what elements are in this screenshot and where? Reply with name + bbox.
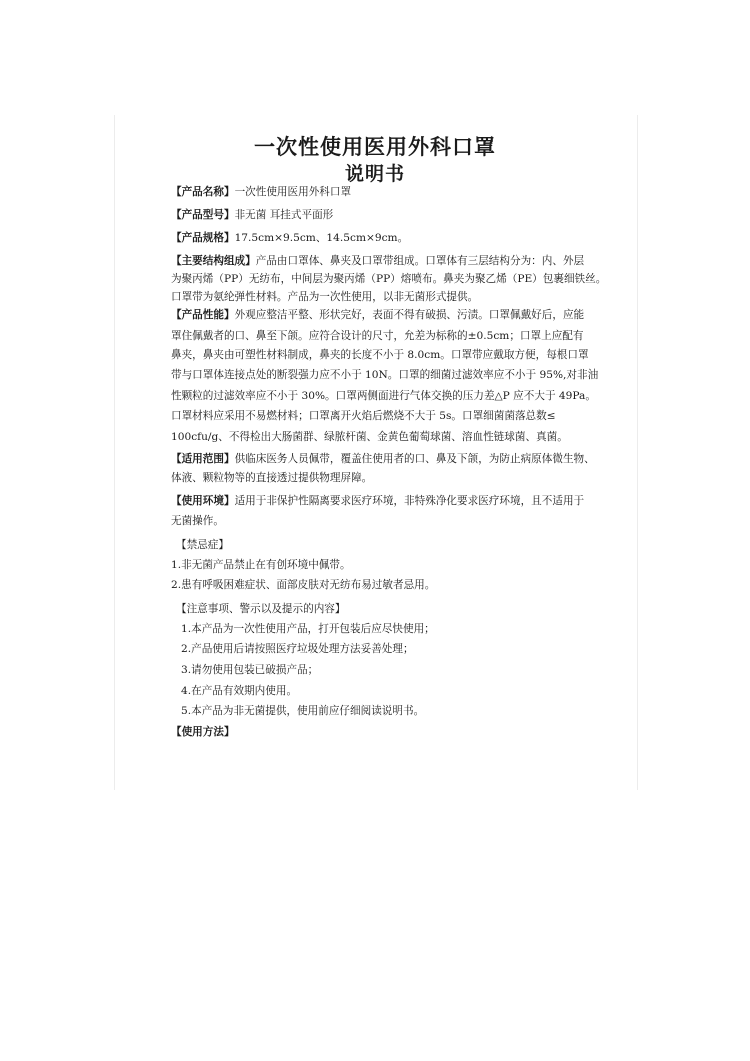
text-line: [171, 725, 235, 739]
text-line: [171, 185, 351, 199]
line-text: 外观应整洁平整、形状完好，表面不得有破损、污渍。口罩佩戴好后，应能: [234, 309, 585, 321]
text-line: [171, 348, 589, 362]
line-text: 1.非无菌产品禁止在有创环境中佩带。: [171, 559, 351, 571]
document-subtitle: 说明书: [344, 163, 405, 185]
line-text: 100cfu/g、不得检出大肠菌群、绿脓杆菌、金黄色葡萄球菌、溶血性链球菌、真菌。: [171, 431, 568, 443]
line-text: 4.在产品有效期内使用。: [181, 685, 298, 697]
text-line: [171, 389, 596, 403]
text-line: [171, 494, 584, 508]
line-text: 鼻夹，鼻夹由可塑性材料制成，鼻夹的长度不小于 8.0cm。口罩带应戴取方便，每根口罩: [171, 349, 589, 361]
line-text: 适用于非保护性隔离要求医疗环境，非特殊净化要求医疗环境，且不适用于: [234, 495, 585, 507]
line-text: 口罩材料应采用不易燃材料；口罩离开火焰后燃烧不大于 5s。口罩细菌菌落总数≤: [171, 410, 556, 422]
section-heading: 【使用方法】: [171, 726, 235, 738]
line-text: 1.本产品为一次性使用产品，打开包装后应尽快使用；: [181, 623, 435, 635]
text-line: [176, 602, 346, 616]
text-line: [171, 308, 584, 322]
line-text: 非无菌 耳挂式平面形: [234, 209, 334, 221]
text-line: [171, 409, 556, 423]
text-line: [171, 272, 606, 286]
line-text: 2.患有呼吸困难症状、面部皮肤对无纺布易过敏者忌用。: [171, 579, 436, 591]
line-text: 性颗粒的过滤效率应不小于 30%。口罩两侧面进行气体交换的压力差△P 应不大于 49Pa。: [171, 390, 596, 402]
section-heading: 【适用范围】: [171, 453, 235, 465]
line-text: 一次性使用医用外科口罩: [234, 186, 352, 198]
text-line: [181, 663, 318, 677]
line-text: 3.请勿使用包装已破损产品；: [181, 664, 319, 676]
text-line: [171, 471, 372, 485]
text-line: [181, 642, 414, 656]
line-text: 供临床医务人员佩带，覆盖住使用者的口、鼻及下颌，为防止病原体微生物、: [234, 453, 595, 465]
text-line: [181, 684, 297, 698]
section-heading: 【产品规格】: [171, 232, 235, 244]
text-line: [176, 538, 229, 552]
line-text: 带与口罩体连接点处的断裂强力应不小于 10N。口罩的细菌过滤效率应不小于 95%,对非油: [171, 369, 599, 381]
section-heading: 【使用环境】: [171, 495, 235, 507]
line-text: 无菌操作。: [171, 515, 224, 527]
line-text: 【禁忌症】: [176, 539, 229, 551]
text-line: [171, 290, 478, 304]
line-text: 2.产品使用后请按照医疗垃圾处理方法妥善处理；: [181, 643, 414, 655]
text-line: [171, 208, 333, 222]
text-line: [171, 430, 568, 444]
document-title: 一次性使用医用外科口罩: [254, 135, 496, 159]
line-text: 【注意事项、警示以及提示的内容】: [176, 603, 346, 615]
section-heading: 【产品名称】: [171, 186, 235, 198]
text-line: [171, 558, 351, 572]
text-line: [171, 452, 595, 466]
line-text: 产品由口罩体、鼻夹及口罩带组成。口罩体有三层结构分为：内、外层: [255, 255, 585, 267]
line-text: 体液、颗粒物等的直接透过提供物理屏障。: [171, 472, 373, 484]
text-line: [171, 231, 408, 245]
line-text: 口罩带为氨纶弹性材料。产品为一次性使用，以非无菌形式提供。: [171, 291, 479, 303]
text-line: [171, 368, 598, 382]
text-line: [171, 254, 584, 268]
line-text: 17.5cm×9.5cm、14.5cm×9cm。: [234, 232, 409, 244]
section-heading: 【产品型号】: [171, 209, 235, 221]
section-heading: 【主要结构组成】: [171, 255, 256, 267]
line-text: 为聚丙烯（PP）无纺布，中间层为聚丙烯（PP）熔喷布。鼻夹为聚乙烯（PE）包裹细铁丝。: [171, 273, 607, 285]
section-heading: 【产品性能】: [171, 309, 235, 321]
text-line: [171, 329, 583, 343]
line-text: 罩住佩戴者的口、鼻至下颌。应符合设计的尺寸，允差为标称的±0.5cm；口罩上应配有: [171, 330, 584, 342]
text-line: [171, 514, 224, 528]
text-line: [181, 622, 435, 636]
text-line: [171, 578, 435, 592]
line-text: 5.本产品为非无菌提供，使用前应仔细阅读说明书。: [181, 705, 425, 717]
text-line: [181, 704, 424, 718]
